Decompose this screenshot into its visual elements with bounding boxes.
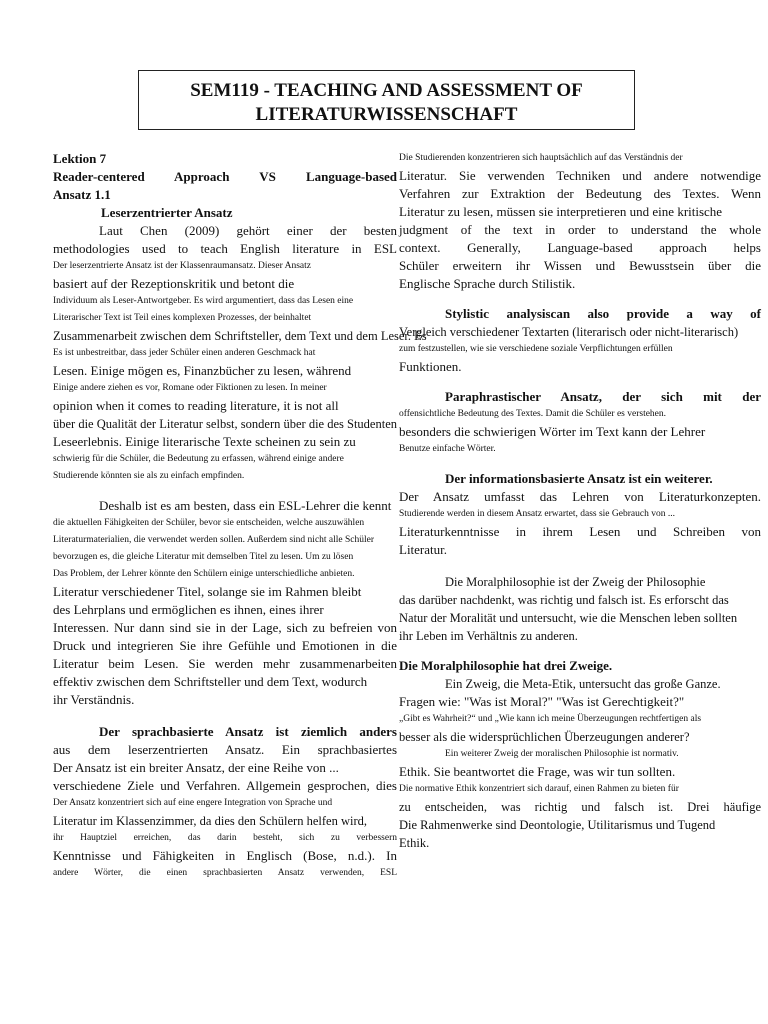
- text-line: Vergleich verschiedener Textarten (literarisch oder nicht-literarisch): [399, 325, 739, 339]
- text-line: offensichtliche Bedeutung des Textes. Damit die Schüler es verstehen.: [399, 409, 667, 419]
- subheading: Der sprachbasierte Ansatz ist ziemlich anders: [99, 724, 397, 739]
- text-line: Kenntnisse und Fähigkeiten in Englisch (Bose, n.d.). In: [53, 848, 397, 863]
- right-column: [399, 150, 761, 852]
- text-line: Literatur zu lesen, müssen sie interpretieren und eine kritische: [399, 204, 723, 219]
- text-line: aus dem leserzentrierten Ansatz. Ein sprachbasiertes: [53, 742, 397, 757]
- text-line: Individuum als Leser-Antwortgeber. Es wird argumentiert, dass das Lesen eine: [53, 296, 354, 306]
- subheading: Paraphrastischer Ansatz, der sich mit der: [445, 389, 761, 404]
- text-line: Die Rahmenwerke sind Deontologie, Utilitarismus und Tugend: [399, 818, 716, 832]
- title-line-1: SEM119 - TEACHING AND ASSESSMENT OF: [190, 80, 583, 101]
- text-line: Leseerlebnis. Einige literarische Texte scheinen zu sein zu: [53, 434, 356, 449]
- text-line: Funktionen.: [399, 359, 462, 374]
- text-line: effektiv zwischen dem Schriftsteller und dem Text, wodurch: [53, 674, 368, 689]
- text-line: Natur der Moralität und untersucht, wie die Menschen leben sollten: [399, 611, 738, 625]
- text-line: Literatur verschiedener Titel, solange sie im Rahmen bleibt: [53, 584, 362, 599]
- text-line: Ethik.: [399, 836, 430, 850]
- text-line: Der Ansatz ist ein breiter Ansatz, der eine Reihe von ...: [53, 760, 339, 775]
- text-line: Literaturkenntnisse in ihrem Lesen und Schreiben von: [399, 524, 761, 539]
- text-line: besser als die widersprüchlichen Überzeugungen anderer?: [399, 730, 690, 744]
- text-line: Studierende könnten sie als zu einfach empfinden.: [53, 471, 245, 481]
- title-line-2: LITERATURWISSENSCHAFT: [255, 104, 518, 125]
- text-line: Das Problem, der Lehrer könnte den Schülern einige unterschiedliche anbieten.: [53, 569, 355, 579]
- text-line: des Lehrplans und ermöglichen es ihnen, eines ihrer: [53, 602, 324, 617]
- text-line: Literatur beim Lesen. Sie werden mehr zusammenarbeiten: [53, 656, 397, 671]
- text-line: Lesen. Einige mögen es, Finanzbücher zu lesen, während: [53, 363, 352, 378]
- text-line: zum festzustellen, wie sie verschiedene soziale Verpflichtungen erfüllen: [399, 344, 673, 354]
- text-line: das darüber nachdenkt, was richtig und falsch ist. Es erforscht das: [399, 593, 729, 607]
- text-line: Es ist unbestreitbar, dass jeder Schüler einen anderen Geschmack hat: [53, 348, 316, 358]
- lesson-heading: Lektion 7: [53, 151, 107, 166]
- text-line: Ein Zweig, die Meta-Etik, untersucht das große Ganze.: [445, 677, 721, 691]
- text-line: ihr Leben im Verhältnis zu anderen.: [399, 629, 578, 643]
- subheading: Die Moralphilosophie hat drei Zweige.: [399, 658, 613, 673]
- text-line: ihr Hauptziel erreichen, das darin besteht, sich zu verbessern: [53, 833, 397, 843]
- section-heading: Reader-centered Approach VS Language-based: [53, 169, 397, 184]
- text-line: Einige andere ziehen es vor, Romane oder Fiktionen zu lesen. In meiner: [53, 383, 327, 393]
- text-line: „Gibt es Wahrheit?“ und „Wie kann ich meine Überzeugungen rechtfertigen als: [399, 714, 702, 724]
- text-line: Benutze einfache Wörter.: [399, 444, 496, 454]
- text-line: zu entscheiden, was richtig und falsch ist. Drei häufige: [399, 800, 761, 814]
- text-line: Verfahren zur Extraktion der Bedeutung des Textes. Wenn: [399, 186, 761, 201]
- text-line: Deshalb ist es am besten, dass ein ESL-Lehrer die kennt: [99, 498, 392, 513]
- text-line: Die Studierenden konzentrieren sich hauptsächlich auf das Verständnis der: [399, 153, 683, 163]
- subheading: Stylistic analysiscan also provide a way of: [445, 306, 761, 321]
- subheading: Der informationsbasierte Ansatz ist ein weiterer.: [445, 471, 713, 486]
- text-line: Literatur im Klassenzimmer, da dies den Schülern helfen wird,: [53, 814, 367, 828]
- document-title: [138, 70, 635, 130]
- text-line: Druck und integrieren Sie ihre Gefühle und Emotionen in die: [53, 638, 397, 653]
- text-line: Laut Chen (2009) gehört einer der besten: [99, 223, 397, 238]
- text-line: Schüler erweitern ihr Wissen und Bewusstsein über die: [399, 258, 761, 273]
- text-line: Literaturmaterialien, die verwendet werden sollen. Außerdem sind nicht alle Schüler: [53, 535, 375, 545]
- text-line: Die normative Ethik konzentriert sich darauf, einen Rahmen zu bieten für: [399, 784, 679, 794]
- text-line: besonders die schwierigen Wörter im Text kann der Lehrer: [399, 424, 706, 439]
- text-line: context. Generally, Language-based approach helps: [399, 240, 761, 255]
- text-line: ihr Verständnis.: [53, 692, 135, 707]
- text-line: andere Wörter, die einen sprachbasierten Ansatz verwenden, ESL: [53, 868, 397, 878]
- text-line: Studierende werden in diesem Ansatz erwartet, dass sie Gebrauch von ...: [399, 509, 675, 519]
- text-line: verschiedene Ziele und Verfahren. Allgemein gesprochen, dies: [53, 778, 397, 793]
- text-line: Literatur.: [399, 542, 448, 557]
- text-line: Fragen wie: "Was ist Moral?" "Was ist Gerechtigkeit?": [399, 694, 685, 709]
- text-line: Literarischer Text ist Teil eines komplexen Prozesses, der beinhaltet: [53, 313, 312, 323]
- text-line: opinion when it comes to reading literature, it is not all: [53, 398, 339, 413]
- text-line: Literatur. Sie verwenden Techniken und andere notwendige: [399, 168, 761, 183]
- text-line: basiert auf der Rezeptionskritik und betont die: [53, 276, 295, 291]
- subheading: Leserzentrierter Ansatz: [101, 205, 233, 220]
- text-line: bevorzugen es, die gleiche Literatur mit demselben Titel zu lesen. Um zu lösen: [53, 552, 354, 562]
- text-line: Der Ansatz umfasst das Lehren von Literaturkonzepten.: [399, 489, 761, 504]
- text-line: Die Moralphilosophie ist der Zweig der Philosophie: [445, 575, 706, 589]
- text-line: Der leserzentrierte Ansatz ist der Klassenraumansatz. Dieser Ansatz: [53, 261, 311, 271]
- text-line: Ethik. Sie beantwortet die Frage, was wir tun sollten.: [399, 764, 676, 779]
- text-line: Der Ansatz konzentriert sich auf eine engere Integration von Sprache und: [53, 798, 333, 808]
- text-line: schwierig für die Schüler, die Bedeutung zu erfassen, während einige andere: [53, 454, 344, 464]
- section-heading-cont: Ansatz 1.1: [53, 187, 111, 202]
- text-line: judgment of the text in order to understand the whole: [399, 222, 761, 237]
- text-line: Ein weiterer Zweig der moralischen Philosophie ist normativ.: [445, 749, 679, 759]
- text-line: methodologies used to teach English literature in ESL: [53, 241, 397, 256]
- text-line: Englische Sprache durch Stilistik.: [399, 276, 576, 291]
- text-line: Zusammenarbeit zwischen dem Schriftsteller, dem Text und dem Leser. Es: [53, 329, 427, 343]
- text-line: über die Qualität der Literatur selbst, sondern über die des Studenten: [53, 417, 397, 431]
- text-line: die aktuellen Fähigkeiten der Schüler, bevor sie entscheiden, welche auszuwählen: [53, 518, 365, 528]
- text-line: Interessen. Nur dann sind sie in der Lage, sich zu befreien von: [53, 620, 397, 635]
